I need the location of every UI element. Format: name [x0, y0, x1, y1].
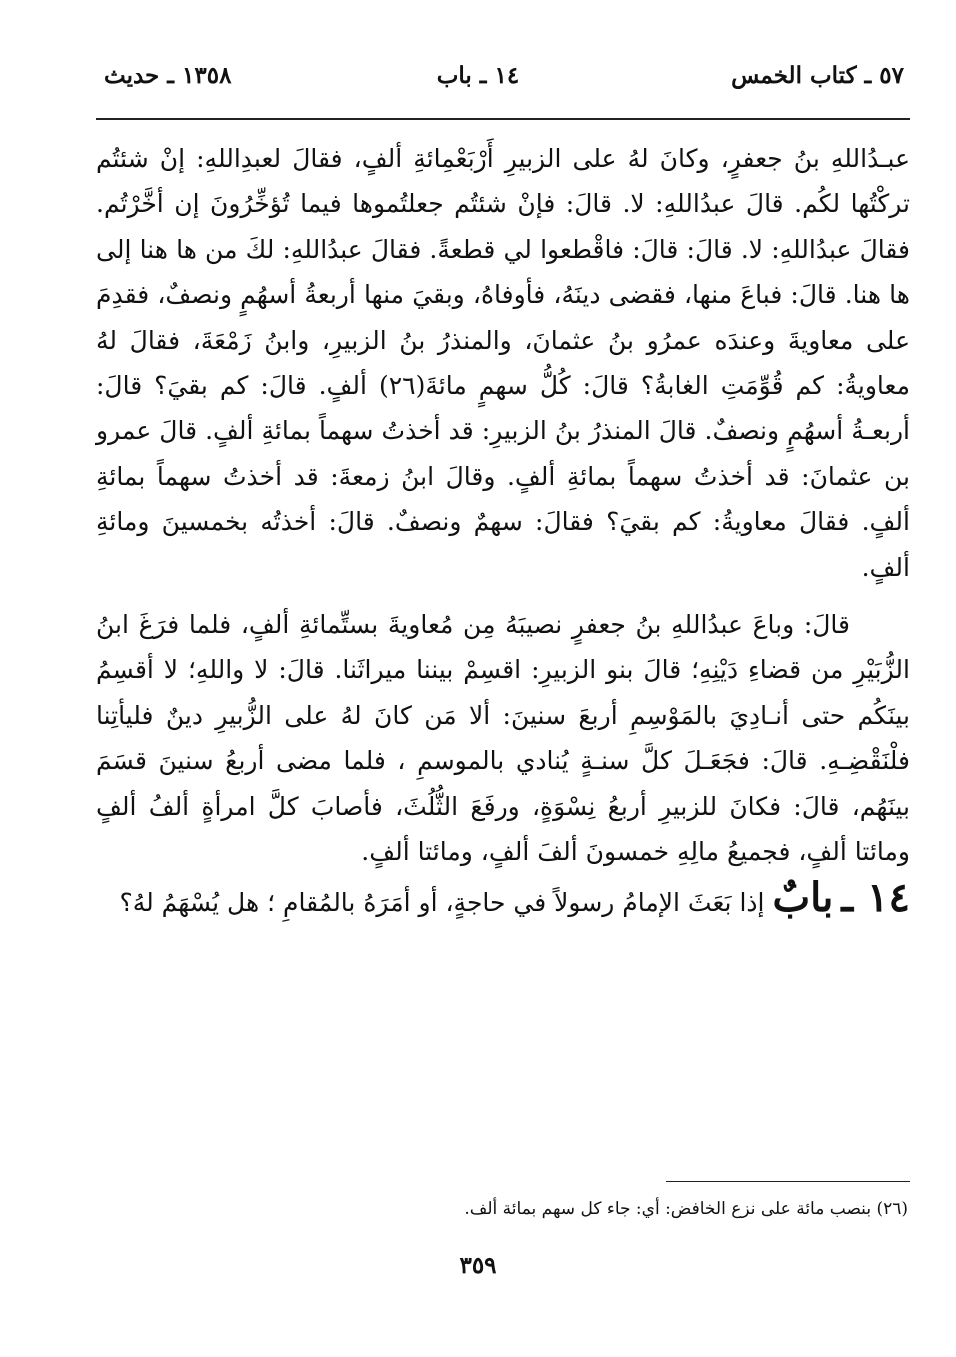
footnote-rule — [666, 1181, 910, 1182]
paragraph-2: قالَ: وباعَ عبدُاللهِ بنُ جعفرٍ نصيبَهُ مِن مُعاويةَ بستِّمائةِ ألفٍ، فلما فرَغَ ابنُ الزُّبَيْرِ من قضاءِ دَيْنِهِ؛ قالَ بنو الزبيرِ: اقسِمْ بيننا ميراثَنا. قالَ: لا واللهِ؛ لا أقسِمُ بينَكُم حتى أنـادِيَ بالمَوْسِمِ أربعَ سنينَ: ألا مَن كانَ لهُ على الزُّبيرِ دينٌ فليأتِنا فلْنَقْضِـهِ. قالَ: فجَعَـلَ كلَّ سنـةٍ يُنادي بالموسمِ ، فلما مضى أربعُ سنينَ قسَمَ بينَهُم، قالَ: فكانَ للزبيرِ أربعُ نِسْوَةٍ، ورفَعَ الثُّلُثَ، فأصابَ كلَّ امرأةٍ ألفُ ألفٍ ومائتا ألفٍ، فجميعُ مالِهِ خمسونَ ألفَ ألفٍ، ومائتا ألفٍ. — [96, 610, 910, 867]
header-hadith-number: ١٣٥٨ ـ حديث — [104, 62, 232, 89]
chapter-number: ١٤ ـ — [841, 873, 910, 921]
header-chapter: ١٤ ـ باب — [436, 62, 520, 89]
chapter-word: بابٌ — [772, 873, 834, 921]
header-rule — [96, 118, 910, 120]
chapter-title: إذا بَعَثَ الإمامُ رسولاً في حاجةٍ، أو أمَرَهُ بالمُقامِ ؛ هل يُسْهَمُ لهُ؟ — [119, 887, 765, 917]
page-number: ٣٥٩ — [459, 1252, 497, 1279]
paragraph-1: عبـدُاللهِ بنُ جعفرٍ، وكانَ لهُ على الزبيرِ أَرْبَعْمِائةِ ألفٍ، فقالَ لعبدِاللهِ: إنْ شئتُم تركْتُها لكُم. قالَ عبدُاللهِ: لا. قالَ: فإنْ شئتُم جعلتُموها فيما تُؤخِّرُونَ إن أخَّرْتُم. فقالَ عبدُاللهِ: لا. قالَ: قالَ: فاقْطعوا لي قطعةً. فقالَ عبدُاللهِ: لكَ من ها هنا إلى ها هنا. قالَ: فباعَ منها، فقضى دينَهُ، فأوفاهُ، وبقيَ منها أربعةُ أسهُمٍ ونصفٌ، فقدِمَ على معاويةَ وعندَه عمرُو بنُ عثمانَ، والمنذرُ بنُ الزبيرِ، وابنُ زَمْعَةَ، فقالَ لهُ معاويةُ: كم قُوِّمَتِ الغابةُ؟ قالَ: كُلُّ سهمٍ مائةَ(٢٦) ألفٍ. قالَ: كم بقيَ؟ قالَ: أربعـةُ أسهُمٍ ونصفٌ. قالَ المنذرُ بنُ الزبيرِ: قد أخذتُ سهماً بمائةِ ألفٍ. قالَ عمرو بن عثمانَ: قد أخذتُ سهماً بمائةِ ألفٍ. وقالَ ابنُ زمعةَ: قد أخذتُ سهماً بمائةِ ألفٍ. فقالَ معاويةُ: كم بقيَ؟ فقالَ: سهمٌ ونصفٌ. قالَ: أخذتُه بخمسينَ ومائةِ ألفٍ. — [96, 144, 910, 582]
chapter-heading — [96, 875, 910, 926]
main-text — [96, 136, 910, 926]
header-book-title: ٥٧ ـ كتاب الخمس — [731, 62, 904, 89]
footnote: (٢٦) بنصب مائة على نزع الخافض: أي: جاء كل سهم بمائة ألف. — [464, 1199, 908, 1219]
